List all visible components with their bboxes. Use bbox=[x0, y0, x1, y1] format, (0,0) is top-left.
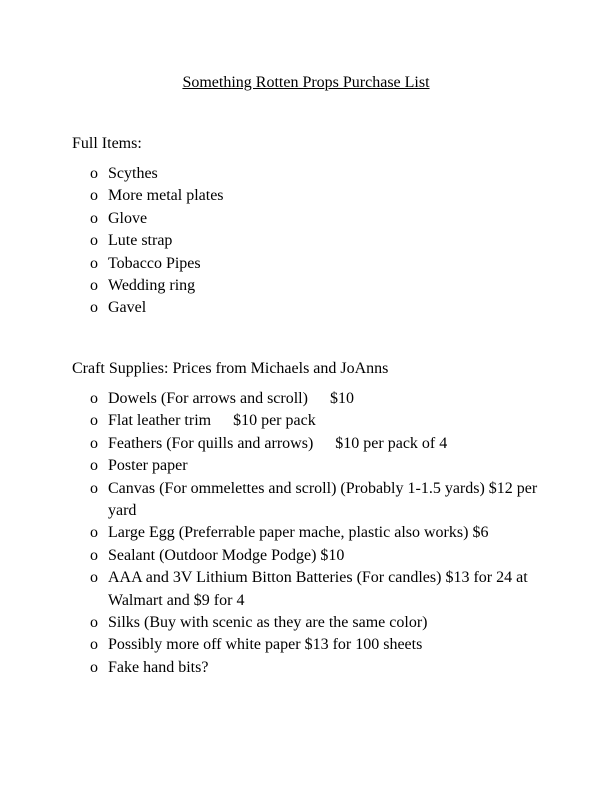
list-item bbox=[90, 208, 560, 230]
list-item-price: $10 bbox=[329, 390, 354, 407]
hollow-bullet-icon: o bbox=[90, 569, 98, 587]
hollow-bullet-icon: o bbox=[90, 209, 98, 227]
list-item-text: Scythes bbox=[108, 165, 158, 182]
list-item bbox=[90, 253, 560, 275]
list-item bbox=[90, 410, 560, 432]
list-item-text: Dowels (For arrows and scroll) bbox=[108, 390, 308, 407]
list-item-text: AAA and 3V Lithium Bitton Batteries (For candles) $13 for 24 at Walmart and $9 for 4 bbox=[108, 569, 528, 609]
hollow-bullet-icon: o bbox=[90, 254, 98, 272]
hollow-bullet-icon: o bbox=[90, 614, 98, 632]
list-item-text: Canvas (For ommelettes and scroll) (Probably 1-1.5 yards) $12 per yard bbox=[108, 479, 538, 520]
list-item bbox=[90, 657, 560, 679]
list-item-price: $10 per pack of 4 bbox=[335, 434, 448, 452]
list-item-text: Gavel bbox=[108, 299, 147, 317]
list-item-text: Glove bbox=[108, 209, 148, 227]
hollow-bullet-icon: o bbox=[90, 658, 98, 676]
hollow-bullet-icon: o bbox=[90, 187, 98, 205]
hollow-bullet-icon: o bbox=[90, 412, 98, 430]
list-item-text: Wedding ring bbox=[108, 277, 196, 295]
hollow-bullet-icon: o bbox=[90, 299, 98, 317]
hollow-bullet-icon: o bbox=[90, 479, 98, 497]
hollow-bullet-icon: o bbox=[90, 277, 98, 295]
craft-supplies-heading: Craft Supplies: Prices from Michaels and JoAnns bbox=[72, 360, 389, 377]
hollow-bullet-icon: o bbox=[90, 165, 98, 182]
hollow-bullet-icon: o bbox=[90, 546, 98, 564]
list-item bbox=[90, 478, 560, 523]
list-item bbox=[90, 522, 560, 544]
list-item-text: Poster paper bbox=[108, 457, 188, 475]
full-items-heading: Full Items: bbox=[72, 135, 142, 152]
list-item-text: Tobacco Pipes bbox=[108, 254, 201, 272]
list-item bbox=[90, 634, 560, 656]
list-item-text: Possibly more off white paper $13 for 100 sheets bbox=[108, 636, 423, 654]
list-item bbox=[90, 230, 560, 252]
list-item bbox=[90, 612, 560, 634]
page-title: Something Rotten Props Purchase List bbox=[182, 74, 430, 91]
list-item-text: Large Egg (Preferrable paper mache, plastic also works) $6 bbox=[108, 524, 489, 542]
list-item-text: Feathers (For quills and arrows) bbox=[108, 434, 314, 452]
list-item bbox=[90, 297, 560, 319]
hollow-bullet-icon: o bbox=[90, 636, 98, 654]
list-item-text: Fake hand bits? bbox=[108, 658, 209, 676]
hollow-bullet-icon: o bbox=[90, 457, 98, 475]
list-item-text: More metal plates bbox=[108, 187, 224, 205]
craft-supplies-list bbox=[90, 388, 560, 679]
list-item bbox=[90, 163, 560, 185]
list-item bbox=[90, 567, 560, 612]
list-item-text: Silks (Buy with scenic as they are the same color) bbox=[108, 614, 428, 632]
list-item bbox=[90, 275, 560, 297]
list-item bbox=[90, 455, 560, 477]
list-item-price: $10 per pack bbox=[233, 412, 316, 430]
list-item bbox=[90, 388, 560, 410]
list-item-text: Sealant (Outdoor Modge Podge) $10 bbox=[108, 546, 345, 564]
list-item-text: Lute strap bbox=[108, 232, 173, 250]
hollow-bullet-icon: o bbox=[90, 232, 98, 250]
list-item bbox=[90, 185, 560, 207]
hollow-bullet-icon: o bbox=[90, 524, 98, 542]
list-item bbox=[90, 433, 560, 455]
hollow-bullet-icon: o bbox=[90, 434, 98, 452]
hollow-bullet-icon: o bbox=[90, 390, 98, 407]
list-item-text: Flat leather trim bbox=[108, 412, 212, 430]
full-items-list bbox=[90, 163, 560, 320]
list-item bbox=[90, 545, 560, 567]
